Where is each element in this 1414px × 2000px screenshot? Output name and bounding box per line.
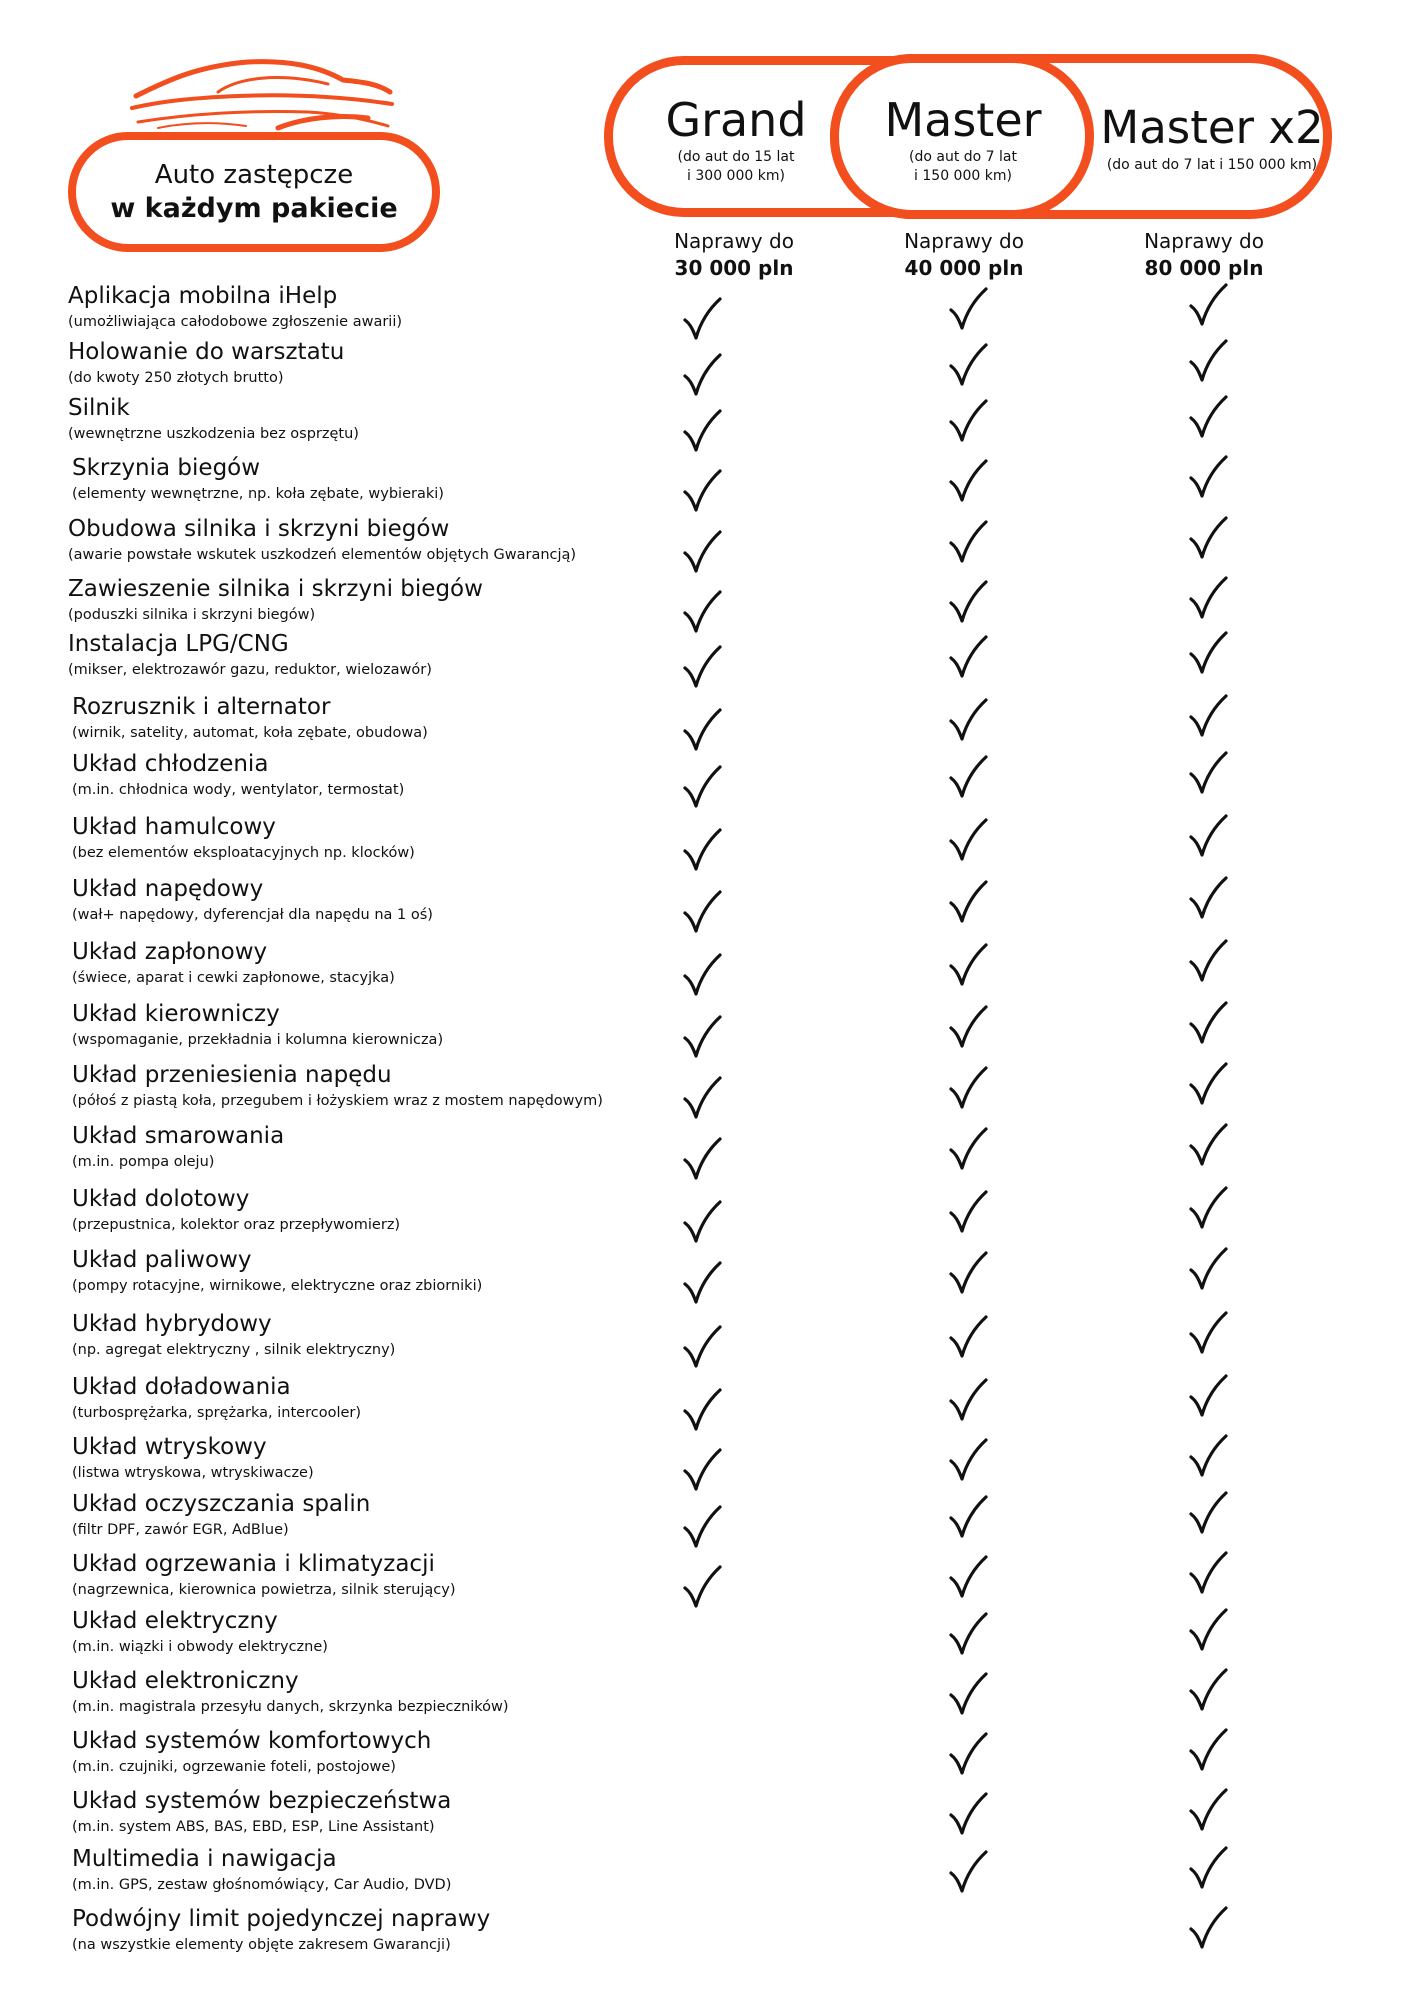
coverage-item-title: Układ kierowniczy (72, 1001, 280, 1027)
checkmark-icon (1188, 1490, 1228, 1536)
checkmark-icon (948, 579, 988, 625)
checkmark-icon (948, 697, 988, 743)
coverage-item-title: Skrzynia biegów (72, 455, 261, 481)
coverage-item-description: (wewnętrzne uszkodzenia bez osprzętu) (68, 426, 359, 442)
checkmark-icon (1188, 1246, 1228, 1292)
coverage-item-title: Układ systemów bezpieczeństwa (72, 1788, 452, 1814)
checkmark-icon (948, 458, 988, 504)
coverage-item-title: Rozrusznik i alternator (72, 694, 331, 720)
checkmark-icon (682, 1075, 722, 1121)
package-master-x2 (1096, 100, 1328, 175)
checkmark-icon (682, 1504, 722, 1550)
coverage-item-description: (wirnik, satelity, automat, koła zębate, obudowa) (72, 725, 428, 741)
checkmark-icon (682, 764, 722, 810)
checkmark-icon (948, 754, 988, 800)
checkmark-icon (1188, 1787, 1228, 1833)
checkmark-icon (948, 817, 988, 863)
checkmark-icon (948, 1494, 988, 1540)
coverage-item-title: Multimedia i nawigacja (72, 1846, 337, 1872)
checkmark-icon (948, 1731, 988, 1777)
checkmark-icon (948, 1189, 988, 1235)
coverage-item-title: Zawieszenie silnika i skrzyni biegów (68, 576, 483, 602)
checkmark-icon (948, 1671, 988, 1717)
coverage-item-description: (m.in. pompa oleju) (72, 1154, 215, 1170)
repair-limit-value: 40 000 pln (904, 256, 1024, 280)
coverage-item-title: Obudowa silnika i skrzyni biegów (68, 516, 450, 542)
coverage-item-description: (filtr DPF, zawór EGR, AdBlue) (72, 1522, 289, 1538)
repair-limit-label: Naprawy do (674, 229, 794, 253)
checkmark-icon (682, 1199, 722, 1245)
coverage-item-description: (półoś z piastą koła, przegubem i łożyskiem wraz z mostem napędowym) (72, 1093, 603, 1109)
repair-limit-master (854, 228, 1074, 282)
coverage-item-title: Aplikacja mobilna iHelp (68, 283, 338, 309)
checkmark-icon (1188, 282, 1228, 328)
checkmark-icon (682, 1014, 722, 1060)
repair-limit-grand (624, 228, 844, 282)
coverage-item-description: (wał+ napędowy, dyferencjał dla napędu na 1 oś) (72, 907, 433, 923)
checkmark-icon (1188, 1905, 1228, 1951)
checkmark-icon (948, 1849, 988, 1895)
checkmark-icon (682, 1136, 722, 1182)
checkmark-icon (1188, 630, 1228, 676)
checkmark-icon (682, 408, 722, 454)
checkmark-icon (948, 1437, 988, 1483)
coverage-item-description: (poduszki silnika i skrzyni biegów) (68, 607, 316, 623)
coverage-item-title: Układ przeniesienia napędu (72, 1062, 392, 1088)
coverage-item-title: Silnik (68, 395, 130, 421)
coverage-item-description: (np. agregat elektryczny , silnik elektryczny) (72, 1342, 396, 1358)
checkmark-icon (1188, 1122, 1228, 1168)
coverage-item-description: (listwa wtryskowa, wtryskiwacze) (72, 1465, 314, 1481)
coverage-item-title: Instalacja LPG/CNG (68, 631, 289, 657)
coverage-item-title: Układ paliwowy (72, 1247, 252, 1273)
checkmark-icon (948, 1126, 988, 1172)
repair-limit-value: 30 000 pln (674, 256, 794, 280)
coverage-item-description: (wspomaganie, przekładnia i kolumna kierownicza) (72, 1032, 444, 1048)
coverage-item-description: (umożliwiająca całodobowe zgłoszenie awarii) (68, 314, 403, 330)
coverage-item-title: Układ ogrzewania i klimatyzacji (72, 1551, 435, 1577)
checkmark-icon (948, 1791, 988, 1837)
checkmark-icon (948, 634, 988, 680)
coverage-item-title: Układ elektroniczny (72, 1668, 299, 1694)
package-condition: (do aut do 7 lat (909, 149, 1017, 165)
checkmark-icon (1188, 575, 1228, 621)
coverage-item-description: (m.in. GPS, zestaw głośnomówiący, Car Audio, DVD) (72, 1877, 452, 1893)
coverage-item-description: (mikser, elektrozawór gazu, reduktor, wielozawór) (68, 662, 432, 678)
coverage-item-title: Holowanie do warsztatu (68, 339, 345, 365)
checkmark-icon (1188, 750, 1228, 796)
package-condition: (do aut do 7 lat i 150 000 km) (1106, 157, 1318, 173)
checkmark-icon (682, 644, 722, 690)
checkmark-icon (1188, 813, 1228, 859)
coverage-item-description: (elementy wewnętrzne, np. koła zębate, wybieraki) (72, 486, 444, 502)
coverage-item-description: (m.in. magistrala przesyłu danych, skrzynka bezpieczników) (72, 1699, 509, 1715)
coverage-item-description: (przepustnica, kolektor oraz przepływomierz) (72, 1217, 401, 1233)
checkmark-icon (1188, 1607, 1228, 1653)
coverage-item-title: Układ hamulcowy (72, 814, 276, 840)
checkmark-icon (948, 342, 988, 388)
checkmark-icon (682, 889, 722, 935)
coverage-item-description: (m.in. wiązki i obwody elektryczne) (72, 1639, 328, 1655)
checkmark-icon (948, 398, 988, 444)
checkmark-icon (1188, 515, 1228, 561)
coverage-item-description: (m.in. czujniki, ogrzewanie foteli, postojowe) (72, 1759, 396, 1775)
checkmark-icon (682, 352, 722, 398)
checkmark-icon (1188, 1667, 1228, 1713)
car-logo-icon (128, 52, 398, 138)
coverage-item-description: (m.in. chłodnica wody, wentylator, termostat) (72, 782, 405, 798)
checkmark-icon (1188, 1000, 1228, 1046)
checkmark-icon (948, 1250, 988, 1296)
package-master (850, 92, 1076, 186)
package-grand (624, 92, 848, 186)
checkmark-icon (682, 952, 722, 998)
checkmark-icon (1188, 1550, 1228, 1596)
checkmark-icon (948, 942, 988, 988)
checkmark-icon (682, 1387, 722, 1433)
coverage-item-title: Układ oczyszczania spalin (72, 1491, 371, 1517)
coverage-item-description: (bez elementów eksploatacyjnych np. klocków) (72, 845, 415, 861)
checkmark-icon (1188, 938, 1228, 984)
coverage-item-title: Układ systemów komfortowych (72, 1728, 432, 1754)
coverage-item-description: (pompy rotacyjne, wirnikowe, elektryczne oraz zbiorniki) (72, 1278, 483, 1294)
checkmark-icon (682, 589, 722, 635)
checkmark-icon (948, 1611, 988, 1657)
checkmark-icon (948, 879, 988, 925)
checkmark-icon (1188, 1310, 1228, 1356)
coverage-item-description: (świece, aparat i cewki zapłonowe, stacyjka) (72, 970, 395, 986)
checkmark-icon (948, 286, 988, 332)
coverage-item-title: Układ hybrydowy (72, 1311, 272, 1337)
coverage-item-title: Układ zapłonowy (72, 939, 268, 965)
coverage-item-description: (do kwoty 250 złotych brutto) (68, 370, 284, 386)
checkmark-icon (1188, 875, 1228, 921)
checkmark-icon (1188, 1061, 1228, 1107)
checkmark-icon (948, 1314, 988, 1360)
coverage-item-title: Podwójny limit pojedynczej naprawy (72, 1906, 491, 1932)
checkmark-icon (682, 1324, 722, 1370)
checkmark-icon (1188, 1845, 1228, 1891)
coverage-item-title: Układ elektryczny (72, 1608, 278, 1634)
repair-limit-value: 80 000 pln (1144, 256, 1264, 280)
package-condition: i 150 000 km) (914, 168, 1012, 184)
checkmark-icon (682, 1260, 722, 1306)
package-name: Grand (665, 93, 807, 147)
checkmark-icon (682, 1564, 722, 1610)
package-condition: (do aut do 15 lat (677, 149, 795, 165)
coverage-item-title: Układ dolotowy (72, 1186, 250, 1212)
checkmark-icon (1188, 394, 1228, 440)
repair-limit-label: Naprawy do (1144, 229, 1264, 253)
coverage-item-title: Układ napędowy (72, 876, 264, 902)
repair-limit-master-x2 (1094, 228, 1314, 282)
checkmark-icon (1188, 1433, 1228, 1479)
coverage-item-title: Układ doładowania (72, 1374, 291, 1400)
replacement-car-line2: w każdym pakiecie (110, 193, 398, 224)
checkmark-icon (1188, 693, 1228, 739)
repair-limit-label: Naprawy do (904, 229, 1024, 253)
checkmark-icon (682, 707, 722, 753)
coverage-item-title: Układ wtryskowy (72, 1434, 267, 1460)
checkmark-icon (1188, 1373, 1228, 1419)
coverage-item-description: (m.in. system ABS, BAS, EBD, ESP, Line Assistant) (72, 1819, 435, 1835)
checkmark-icon (682, 529, 722, 575)
replacement-car-badge (68, 132, 440, 252)
package-name: Master x2 (1100, 101, 1324, 154)
checkmark-icon (1188, 1185, 1228, 1231)
checkmark-icon (682, 1447, 722, 1493)
coverage-item-title: Układ chłodzenia (72, 751, 269, 777)
coverage-item-description: (turbosprężarka, sprężarka, intercooler) (72, 1405, 362, 1421)
checkmark-icon (1188, 1727, 1228, 1773)
coverage-item-title: Układ smarowania (72, 1123, 285, 1149)
checkmark-icon (948, 1065, 988, 1111)
checkmark-icon (682, 296, 722, 342)
checkmark-icon (948, 1377, 988, 1423)
coverage-item-description: (nagrzewnica, kierownica powietrza, silnik sterujący) (72, 1582, 456, 1598)
checkmark-icon (682, 827, 722, 873)
package-name: Master (884, 93, 1042, 147)
checkmark-icon (948, 1554, 988, 1600)
checkmark-icon (1188, 454, 1228, 500)
checkmark-icon (948, 519, 988, 565)
coverage-item-description: (na wszystkie elementy objęte zakresem Gwarancji) (72, 1937, 451, 1953)
checkmark-icon (1188, 338, 1228, 384)
checkmark-icon (682, 468, 722, 514)
checkmark-icon (948, 1004, 988, 1050)
coverage-item-description: (awarie powstałe wskutek uszkodzeń elementów objętych Gwarancją) (68, 547, 577, 563)
replacement-car-line1: Auto zastępcze (154, 160, 354, 190)
package-condition: i 300 000 km) (687, 168, 785, 184)
